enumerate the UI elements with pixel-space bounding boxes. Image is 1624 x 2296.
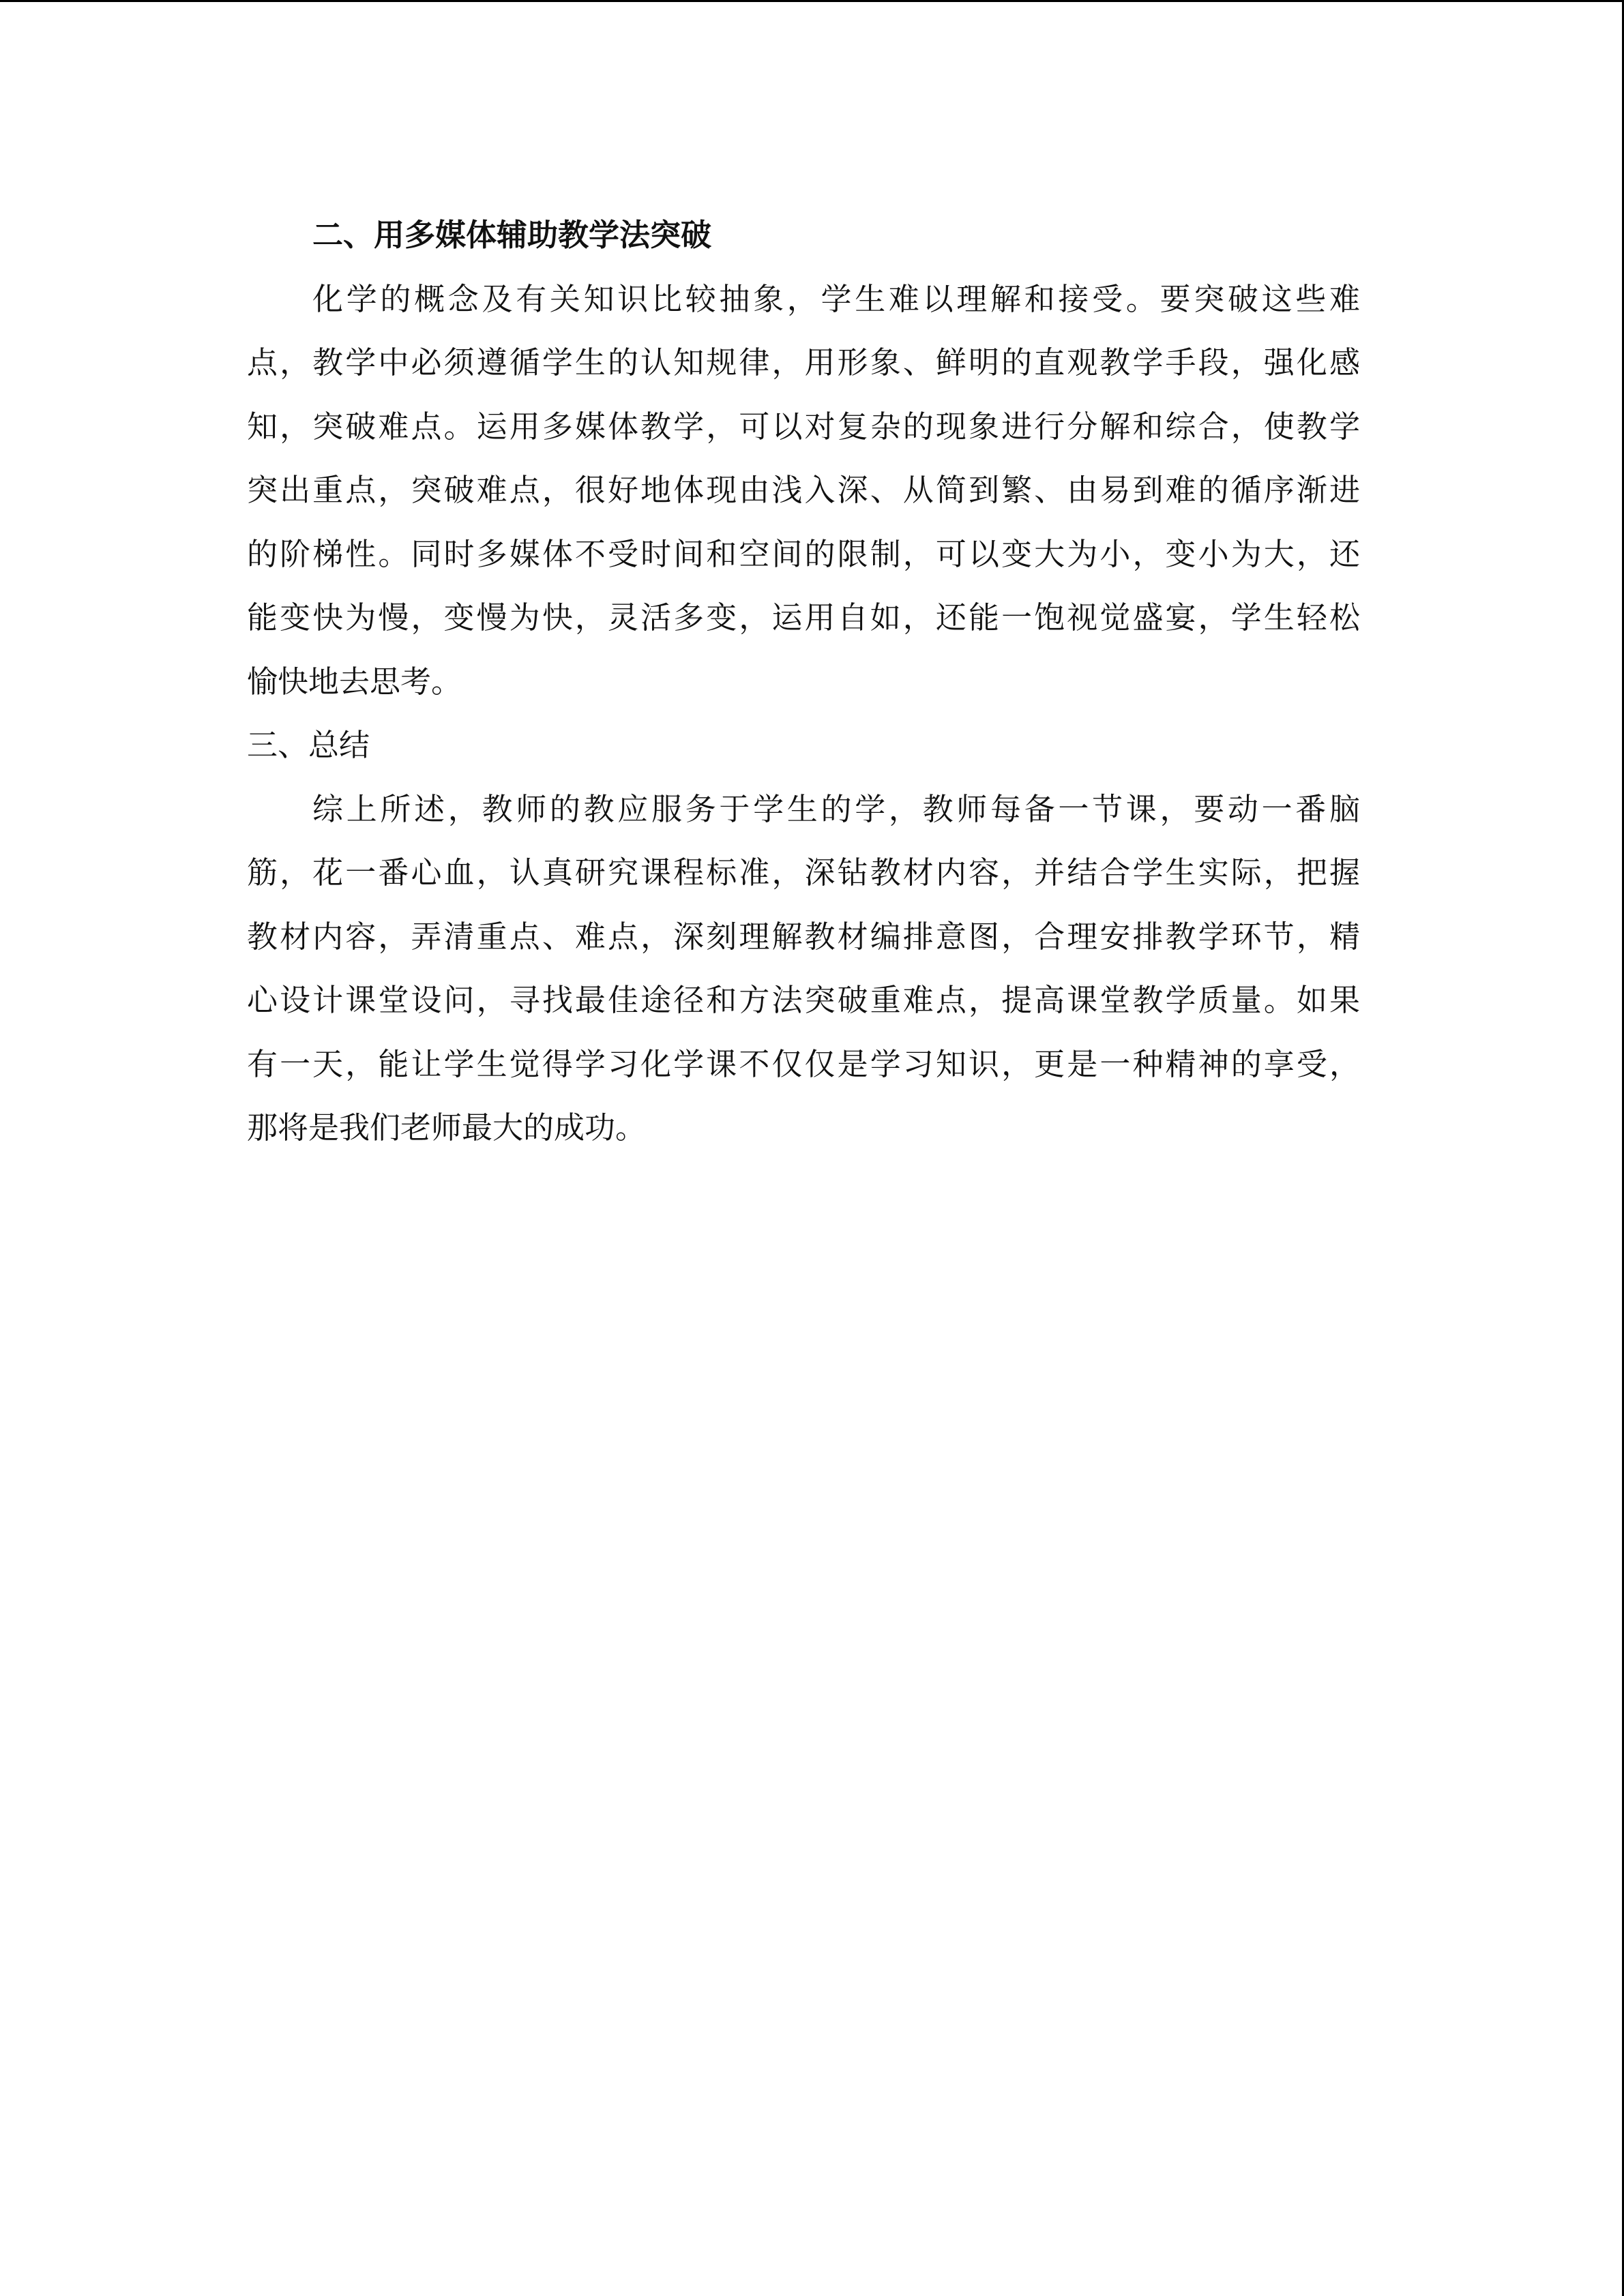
paragraph-line: 筋，花一番心血，认真研究课程标准，深钻教材内容，并结合学生实际，把握 bbox=[247, 854, 1360, 891]
paragraph-line: 心设计课堂设问，寻找最佳途径和方法突破重难点，提高课堂教学质量。如果 bbox=[247, 982, 1360, 1018]
paragraph-line: 点，教学中必须遵循学生的认知规律，用形象、鲜明的直观教学手段，强化感 bbox=[247, 344, 1360, 381]
paragraph-line: 愉快地去思考。 bbox=[247, 663, 462, 700]
paragraph-line: 化学的概念及有关知识比较抽象，学生难以理解和接受。要突破这些难 bbox=[312, 280, 1360, 317]
paragraph-line: 知，突破难点。运用多媒体教学，可以对复杂的现象进行分解和综合，使教学 bbox=[247, 408, 1360, 445]
paragraph-line: 教材内容，弄清重点、难点，深刻理解教材编排意图，合理安排教学环节，精 bbox=[247, 918, 1360, 955]
page-border-top bbox=[0, 0, 1624, 2]
section-3-heading: 三、总结 bbox=[247, 727, 370, 763]
section-2-heading: 二、用多媒体辅助教学法突破 bbox=[312, 217, 712, 253]
paragraph-line: 那将是我们老师最大的成功。 bbox=[247, 1109, 647, 1146]
paragraph-line: 综上所述，教师的教应服务于学生的学，教师每备一节课，要动一番脑 bbox=[312, 790, 1360, 827]
document-body bbox=[247, 203, 1360, 1160]
paragraph-line: 有一天，能让学生觉得学习化学课不仅仅是学习知识，更是一种精神的享受， bbox=[247, 1045, 1360, 1082]
paragraph-line: 能变快为慢，变慢为快，灵活多变，运用自如，还能一饱视觉盛宴，学生轻松 bbox=[247, 599, 1360, 636]
paragraph-line: 的阶梯性。同时多媒体不受时间和空间的限制，可以变大为小，变小为大，还 bbox=[247, 535, 1360, 572]
paragraph-line: 突出重点，突破难点，很好地体现由浅入深、从简到繁、由易到难的循序渐进 bbox=[247, 472, 1360, 508]
